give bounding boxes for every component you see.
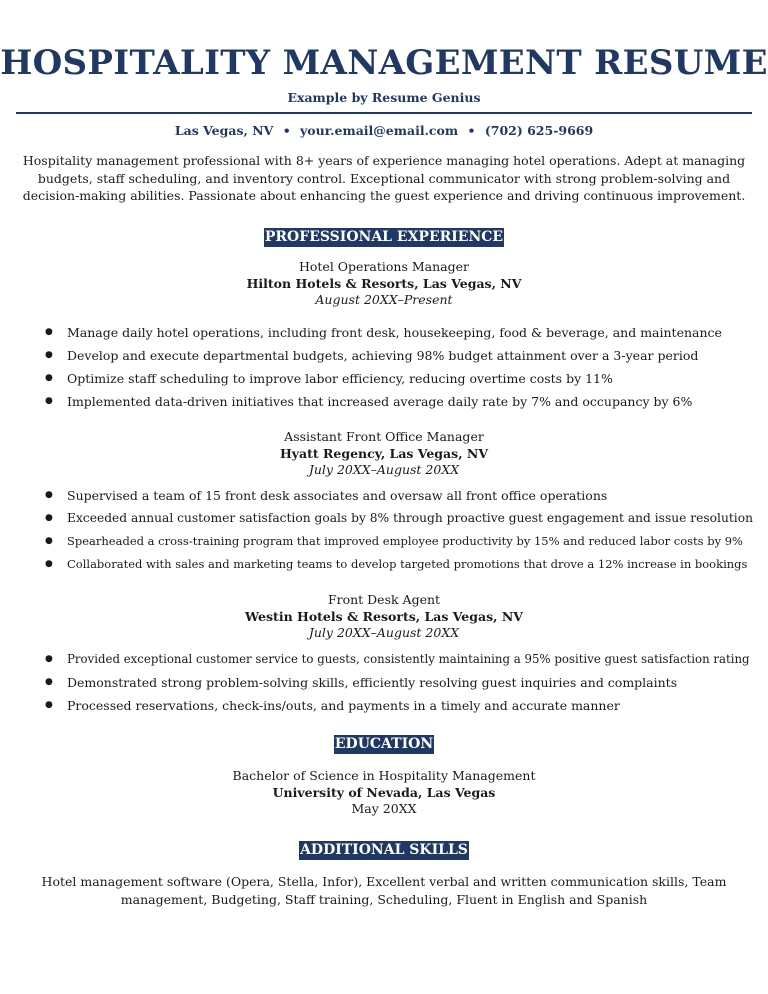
job-organization: Hyatt Regency, Las Vegas, NV bbox=[279, 445, 489, 461]
contact-phone: (702) 625-9669 bbox=[484, 123, 594, 138]
job-dates: August 20XX–Present bbox=[315, 292, 453, 307]
section-heading-label: ADDITIONAL SKILLS bbox=[300, 842, 468, 858]
job-bullet-list bbox=[45, 648, 755, 717]
job-role: Assistant Front Office Manager bbox=[284, 429, 484, 444]
job-entry bbox=[0, 259, 768, 309]
bullet-item: ● Demonstrated strong problem-solving skills, efficiently resolving guest inquiries and complaints bbox=[45, 671, 755, 694]
job-organization: Hilton Hotels & Resorts, Las Vegas, NV bbox=[246, 275, 522, 291]
job-role: Hotel Operations Manager bbox=[298, 259, 469, 274]
bullet-item: ● Supervised a team of 15 front desk associates and oversaw all front office operations bbox=[45, 484, 755, 507]
job-dates: July 20XX–August 20XX bbox=[308, 625, 460, 640]
job-dates: July 20XX–August 20XX bbox=[308, 462, 460, 477]
contact-separator: • bbox=[282, 123, 291, 138]
section-heading-experience bbox=[0, 226, 768, 247]
bullet-item: ● Implemented data-driven initiatives that increased average daily rate by 7% and occupancy by 6% bbox=[45, 390, 755, 413]
job-entry bbox=[0, 592, 768, 642]
header-divider bbox=[16, 112, 752, 114]
contact-email: your.email@email.com bbox=[300, 123, 459, 138]
job-role: Front Desk Agent bbox=[327, 592, 441, 607]
contact-line bbox=[0, 123, 768, 138]
section-heading-education bbox=[0, 733, 768, 754]
bullet-item: ● Provided exceptional customer service to guests, consistently maintaining a 95% positive guest satisfaction rating bbox=[45, 648, 755, 671]
contact-separator: • bbox=[467, 123, 476, 138]
resume-title: HOSPITALITY MANAGEMENT RESUME bbox=[0, 43, 768, 83]
education-degree: Bachelor of Science in Hospitality Management bbox=[232, 768, 536, 783]
resume-subtitle: Example by Resume Genius bbox=[287, 90, 481, 105]
bullet-item: ● Exceeded annual customer satisfaction goals by 8% through proactive guest engagement and issue resolution bbox=[45, 507, 755, 530]
skills-paragraph: Hotel management software (Opera, Stella, Infor), Excellent verbal and written communication skills, Team management, Budgeting, Staff training, Scheduling, Fluent in English and Spanish bbox=[41, 874, 727, 907]
bullet-item: ● Optimize staff scheduling to improve labor efficiency, reducing overtime costs by 11% bbox=[45, 367, 755, 390]
education-school: University of Nevada, Las Vegas bbox=[272, 784, 496, 800]
section-heading-label: EDUCATION bbox=[334, 736, 434, 752]
job-entry bbox=[0, 429, 768, 479]
bullet-item: ● Develop and execute departmental budgets, achieving 98% budget attainment over a 3-year period bbox=[45, 344, 755, 367]
bullet-item: ● Spearheaded a cross-training program that improved employee productivity by 15% and reduced labor costs by 9% bbox=[45, 530, 755, 553]
contact-location: Las Vegas, NV bbox=[174, 123, 274, 138]
job-bullet-list bbox=[45, 484, 755, 576]
section-heading-skills bbox=[0, 839, 768, 860]
education-entry bbox=[0, 768, 768, 818]
education-date: May 20XX bbox=[351, 801, 417, 816]
bullet-item: ● Manage daily hotel operations, including front desk, housekeeping, food & beverage, and maintenance bbox=[45, 321, 755, 344]
section-heading-label: PROFESSIONAL EXPERIENCE bbox=[264, 229, 504, 245]
bullet-item: ● Processed reservations, check-ins/outs, and payments in a timely and accurate manner bbox=[45, 694, 755, 717]
bullet-item: ● Collaborated with sales and marketing teams to develop targeted promotions that drove a 12% increase in bookings bbox=[45, 553, 755, 576]
job-organization: Westin Hotels & Resorts, Las Vegas, NV bbox=[245, 608, 523, 624]
job-bullet-list bbox=[45, 321, 755, 413]
summary-paragraph: Hospitality management professional with 8+ years of experience managing hotel operations. Adept at managing budgets, staff scheduling, and inventory control. Exceptional communicator with strong problem-solving and decision-making abilities. Passionate about enhancing the guest experience and driving continuous improvement. bbox=[22, 153, 746, 203]
